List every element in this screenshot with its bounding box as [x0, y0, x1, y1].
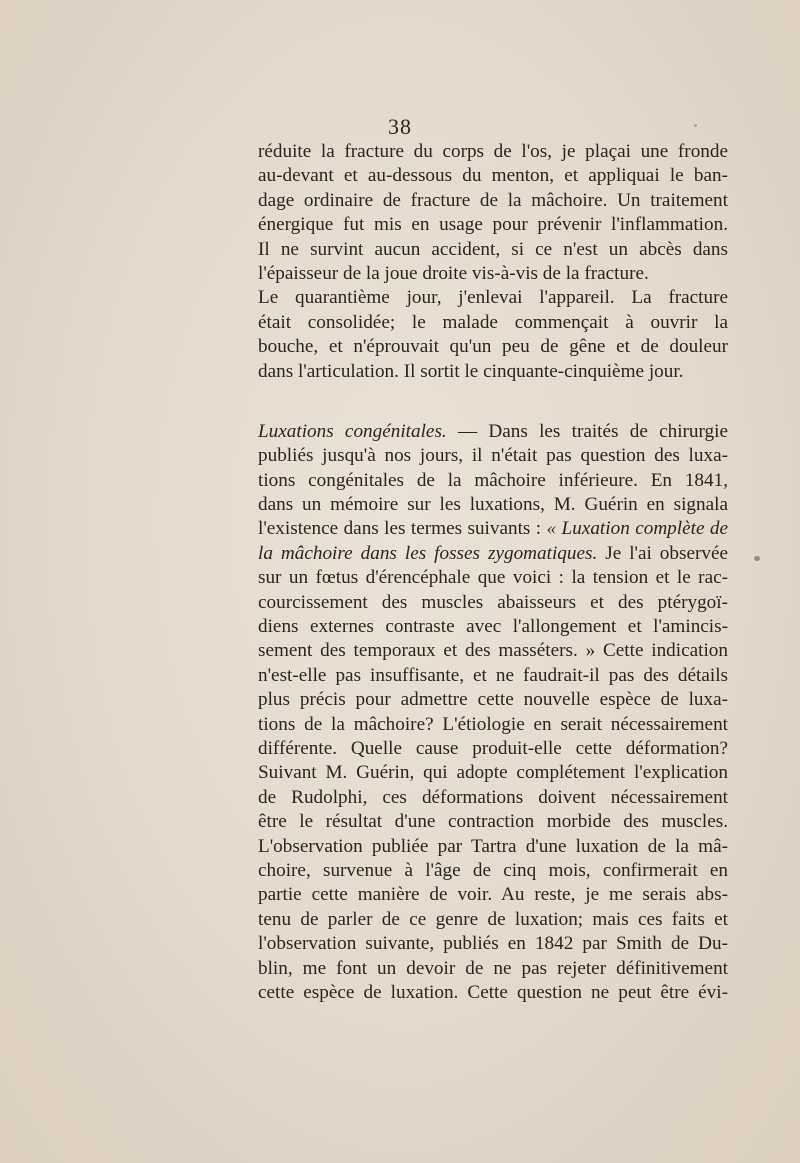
body-text — [258, 140, 728, 1005]
section-heading: Luxations congénitales. — [258, 420, 447, 442]
text-line: différente. Quelle cause produit-elle cette déformation? — [258, 737, 728, 759]
text-line: tions de la mâchoire? L'étiologie en serait nécessairement — [258, 713, 728, 735]
text-line: tions congénitales de la mâchoire inférieure. En 1841, — [258, 469, 728, 491]
text-line: blin, me font un devoir de ne pas rejeter définitivement — [258, 957, 728, 979]
text-fragment: Je l'ai observée — [597, 542, 728, 564]
text-line: choire, survenue à l'âge de cinq mois, confirmerait en — [258, 859, 728, 881]
text-fragment: l'existence dans les termes suivants : — [258, 518, 542, 540]
text-line — [258, 542, 728, 566]
text-line — [258, 517, 728, 541]
text-line: Le quarantième jour, j'enlevai l'appareil. La fracture — [258, 287, 728, 309]
text-line — [258, 420, 728, 444]
text-line: dans un mémoire sur les luxations, M. Guérin en signala — [258, 494, 728, 516]
text-line: dans l'articulation. Il sortit le cinquante-cinquième jour. — [258, 360, 684, 382]
text-line: de Rudolphi, ces déformations doivent nécessairement — [258, 786, 728, 808]
text-line: l'observation suivante, publiés en 1842 par Smith de Du- — [258, 933, 728, 955]
text-line: partie cette manière de voir. Au reste, je me serais abs- — [258, 884, 728, 906]
paragraph-2 — [258, 286, 728, 384]
text-line: sement des temporaux et des masséters. » Cette indication — [258, 640, 728, 662]
text-line: diens externes contraste avec l'allongement et l'amincis- — [258, 616, 728, 638]
quote-fragment: la mâchoire dans les fosses zygomatiques. — [258, 542, 598, 564]
quote-fragment: « Luxation complète de — [546, 518, 728, 540]
text-line: n'est-elle pas insuffisante, et ne faudrait-il pas des détails — [258, 664, 728, 686]
text-line: au-devant et au-dessous du menton, et appliquai le ban- — [258, 165, 728, 187]
text-line: dage ordinaire de fracture de la mâchoire. Un traitement — [258, 189, 728, 211]
paragraph-1 — [258, 140, 728, 286]
text-line: Il ne survint aucun accident, si ce n'est un abcès dans — [258, 238, 728, 260]
text-line: publiés jusqu'à nos jours, il n'était pas question des luxa- — [258, 445, 728, 467]
text-line: Suivant M. Guérin, qui adopte complétement l'explication — [258, 762, 728, 784]
ink-speck — [754, 556, 760, 561]
text-fragment: — Dans les traités de chirurgie — [446, 420, 729, 442]
text-line: énergique fut mis en usage pour prévenir l'inflammation. — [258, 214, 728, 236]
text-line: plus précis pour admettre cette nouvelle espèce de luxa- — [258, 689, 728, 711]
text-line: cette espèce de luxation. Cette question ne peut être évi- — [258, 981, 728, 1003]
text-line: bouche, et n'éprouvait qu'un peu de gêne et de douleur — [258, 336, 728, 358]
paragraph-3 — [258, 420, 728, 1005]
text-line: sur un fœtus d'érencéphale que voici : la tension et le rac- — [258, 567, 728, 589]
text-line: L'observation publiée par Tartra d'une luxation de la mâ- — [258, 835, 728, 857]
text-line: courcissement des muscles abaisseurs et des ptérygoï- — [258, 591, 728, 613]
section-gap — [258, 384, 728, 420]
text-line: être le résultat d'une contraction morbide des muscles. — [258, 811, 728, 833]
text-line: réduite la fracture du corps de l'os, je plaçai une fronde — [258, 141, 728, 162]
page-number: 38 — [388, 114, 412, 139]
text-line: était consolidée; le malade commençait à ouvrir la — [258, 311, 728, 333]
text-line: l'épaisseur de la joue droite vis-à-vis de la fracture. — [258, 262, 649, 284]
text-line: tenu de parler de ce genre de luxation; mais ces faits et — [258, 908, 728, 930]
